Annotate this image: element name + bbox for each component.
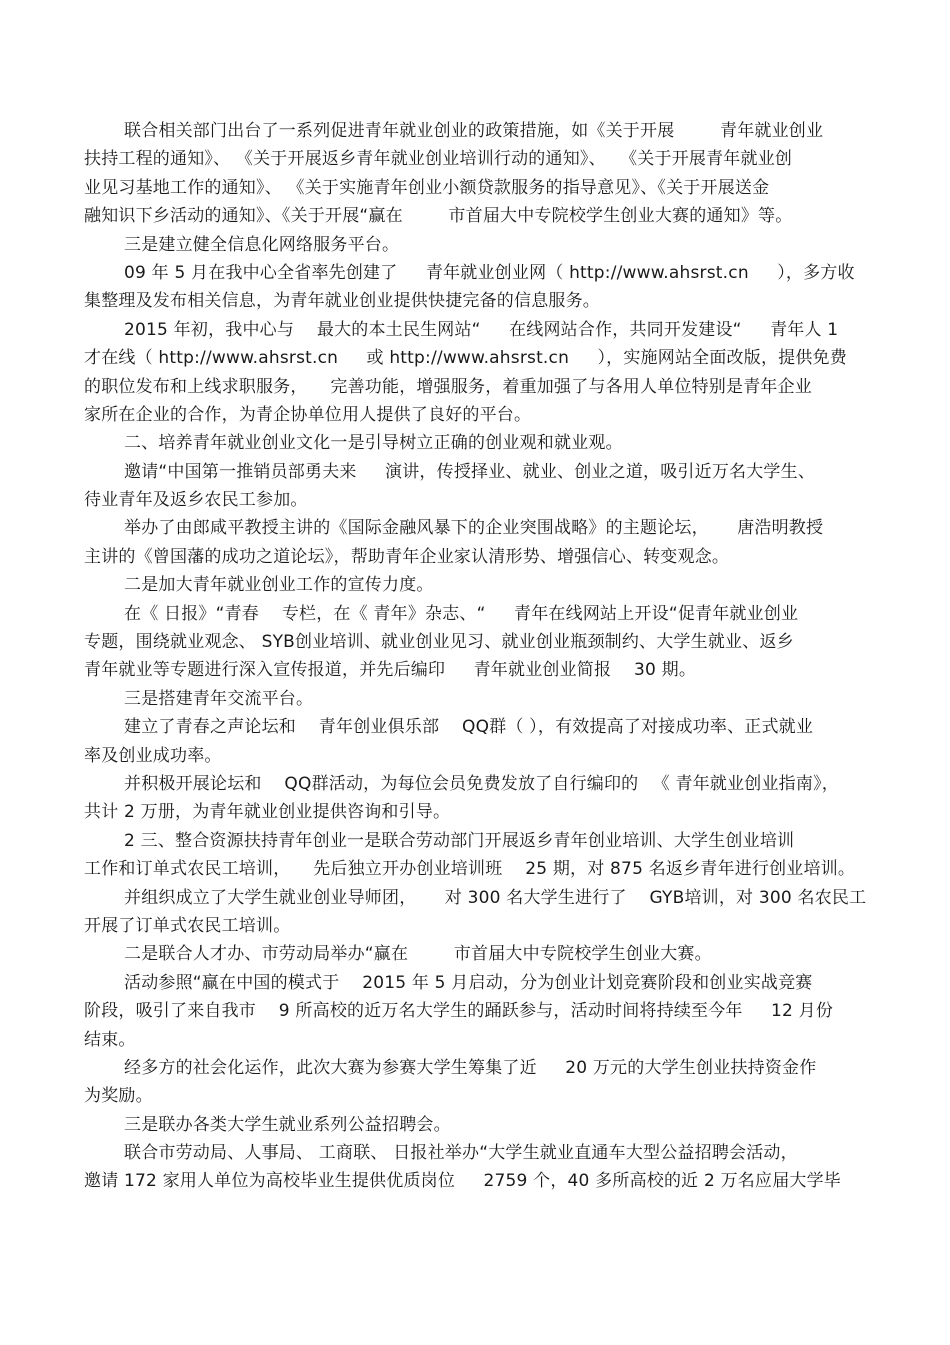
text-line: 二、培养青年就业创业文化一是引导树立正确的创业观和就业观。 (124, 433, 623, 454)
text-line: 的职位发布和上线求职服务， 完善功能，增强服务，着重加强了与各用人单位特别是青年企业 (84, 376, 813, 397)
text-line: 集整理及发布相关信息，为青年就业创业提供快捷完备的信息服务。 (84, 291, 600, 312)
text-line: 邀请“中国第一推销员部勇夫来 演讲，传授择业、就业、创业之道，吸引近万名大学生、 (124, 461, 816, 482)
text-line: 邀请 172 家用人单位为高校毕业生提供优质岗位 2759 个，40 多所高校的近 2 万名应届大学毕 (84, 1171, 841, 1192)
text-line: 09 年 5 月在我中心全省率先创建了 青年就业创业网（ http://www.ahsrst.cn ），多方收 (124, 262, 855, 283)
text-line: 业见习基地工作的通知》、 《关于实施青年创业小额贷款服务的指导意见》、《关于开展送金 (84, 177, 770, 198)
text-line: 举办了由郎咸平教授主讲的《国际金融风暴下的企业突围战略》的主题论坛， 唐浩明教授 (124, 518, 824, 539)
text-line: 联合市劳动局、人事局、 工商联、 日报社举办“大学生就业直通车大型公益招聘会活动， (124, 1143, 798, 1164)
text-line: 开展了订单式农民工培训。 (84, 915, 291, 936)
text-line: 经多方的社会化运作，此次大赛为参赛大学生筹集了近 20 万元的大学生创业扶持资金作 (124, 1057, 817, 1078)
text-line: 主讲的《曾国藩的成功之道论坛》，帮助青年企业家认清形势、增强信心、转变观念。 (84, 546, 730, 567)
text-line: 阶段，吸引了来自我市 9 所高校的近万名大学生的踊跃参与，活动时间将持续至今年 12 月份 (84, 1001, 834, 1022)
text-line: 三是建立健全信息化网络服务平台。 (124, 234, 400, 255)
text-line: 为奖励。 (84, 1086, 153, 1107)
text-line: 在《 日报》“青春 专栏，在《 青年》杂志、“ 青年在线网站上开设“促青年就业创业 (124, 603, 799, 624)
text-line: 活动参照“赢在中国的模式于 2015 年 5 月启动，分为创业计划竞赛阶段和创业实战竞赛 (124, 972, 813, 993)
text-line: 建立了青春之声论坛和 青年创业俱乐部 QQ群（ ），有效提高了对接成功率、正式就业 (124, 717, 814, 738)
text-line: 二是联合人才办、市劳动局举办“赢在 市首届大中专院校学生创业大赛。 (124, 944, 712, 965)
text-line: 三是联办各类大学生就业系列公益招聘会。 (124, 1114, 451, 1135)
text-line: 融知识下乡活动的通知》、《关于开展“赢在 市首届大中专院校学生创业大赛的通知》等。 (84, 206, 793, 227)
text-line: 并组织成立了大学生就业创业导师团， 对 300 名大学生进行了 GYB培训，对 300 名农民工 (124, 887, 867, 908)
text-line: 2 三、整合资源扶持青年创业一是联合劳动部门开展返乡青年创业培训、大学生创业培训 (124, 830, 795, 851)
text-line: 才在线（ http://www.ahsrst.cn 或 http://www.ahsrst.cn ），实施网站全面改版，提供免费 (84, 348, 847, 369)
text-line: 2015 年初，我中心与 最大的本土民生网站“ 在线网站合作，共同开发建设“ 青年人 1 (124, 319, 839, 340)
text-line: 家所在企业的合作，为青企协单位用人提供了良好的平台。 (84, 404, 532, 425)
text-line: 联合相关部门出台了一系列促进青年就业创业的政策措施，如《关于开展 青年就业创业 (124, 121, 824, 141)
text-line: 青年就业等专题进行深入宣传报道，并先后编印 青年就业创业简报 30 期。 (84, 660, 697, 681)
text-line: 待业青年及返乡农民工参加。 (84, 490, 308, 511)
text-line: 专题，围绕就业观念、 SYB创业培训、就业创业见习、就业创业瓶颈制约、大学生就业、返乡 (84, 632, 794, 653)
text-line: 工作和订单式农民工培训， 先后独立开办创业培训班 25 期，对 875 名返乡青年进行创业培训。 (84, 859, 856, 880)
text-line: 结束。 (84, 1029, 136, 1050)
text-line: 二是加大青年就业创业工作的宣传力度。 (124, 575, 434, 596)
text-line: 三是搭建青年交流平台。 (124, 688, 314, 709)
text-line: 率及创业成功率。 (84, 745, 222, 766)
document-body (84, 117, 866, 1196)
text-line: 共计 2 万册，为青年就业创业提供咨询和引导。 (84, 802, 451, 823)
text-line: 并积极开展论坛和 QQ群活动，为每位会员免费发放了自行编印的 《 青年就业创业指南》， (124, 773, 839, 794)
text-line: 扶持工程的通知》、 《关于开展返乡青年就业创业培训行动的通知》、 《关于开展青年就业创 (84, 149, 793, 170)
